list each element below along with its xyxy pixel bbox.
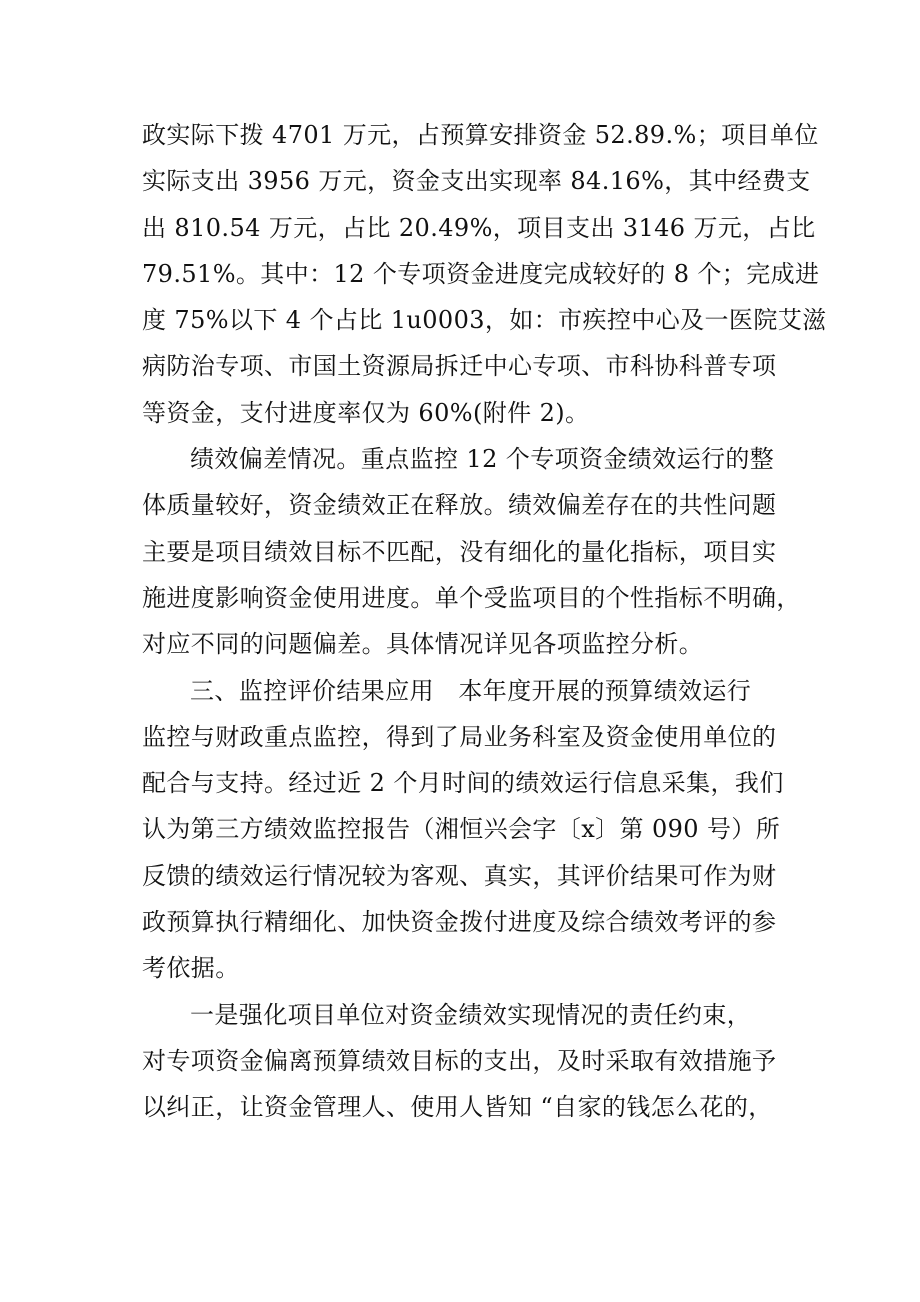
text-line: 政实际下拨 4701 万元，占预算安排资金 52.89.%；项目单位	[142, 121, 819, 149]
text-line: 体质量较好，资金绩效正在释放。绩效偏差存在的共性问题	[142, 491, 777, 520]
text-line: 对专项资金偏离预算绩效目标的支出，及时采取有效措施予	[142, 1046, 777, 1075]
paragraph-evaluation-results	[142, 668, 782, 992]
text-line: 等资金，支付进度率仅为 60%(附件 2)。	[142, 398, 590, 427]
text-line: 病防治专项、市国土资源局拆迁中心专项、市科协科普专项	[142, 352, 777, 381]
text-line: 政预算执行精细化、加快资金拨付进度及综合绩效考评的参	[142, 908, 777, 937]
paragraph-responsibility	[142, 992, 782, 1131]
text-line: 对应不同的问题偏差。具体情况详见各项监控分析。	[142, 630, 704, 659]
text-line: 度 75%以下 4 个占比 1u0003，如：市疾控中心及一医院艾滋	[142, 306, 827, 335]
paragraph-fund-disbursement	[142, 112, 827, 436]
text-line: 反馈的绩效运行情况较为客观、真实，其评价结果可作为财	[142, 861, 777, 890]
text-line: 配合与支持。经过近 2 个月时间的绩效运行信息采集，我们	[142, 769, 784, 798]
text-line: 三、监控评价结果应用 本年度开展的预算绩效运行	[190, 676, 752, 705]
text-line: 主要是项目绩效目标不匹配，没有细化的量化指标，项目实	[142, 537, 777, 566]
text-line: 监控与财政重点监控，得到了局业务科室及资金使用单位的	[142, 722, 777, 751]
text-line: 施进度影响资金使用进度。单个受监项目的个性指标不明确，	[142, 583, 801, 612]
text-line: 79.51%。其中：12 个专项资金进度完成较好的 8 个；完成进	[142, 259, 820, 288]
paragraph-performance-deviation	[142, 436, 801, 667]
text-line: 绩效偏差情况。重点监控 12 个专项资金绩效运行的整	[190, 445, 775, 474]
text-line: 实际支出 3956 万元，资金支出实现率 84.16%，其中经费支	[142, 167, 811, 196]
document-body	[142, 112, 827, 1131]
text-line: 一是强化项目单位对资金绩效实现情况的责任约束，	[190, 1000, 752, 1029]
text-line: 出 810.54 万元，占比 20.49%，项目支出 3146 万元，占比	[142, 213, 816, 242]
text-line: 考依据。	[142, 954, 240, 983]
text-line: 以纠正，让资金管理人、使用人皆知 “自家的钱怎么花的，	[142, 1093, 773, 1122]
text-line: 认为第三方绩效监控报告（湘恒兴会字〔x〕第 090 号）所	[142, 815, 781, 844]
